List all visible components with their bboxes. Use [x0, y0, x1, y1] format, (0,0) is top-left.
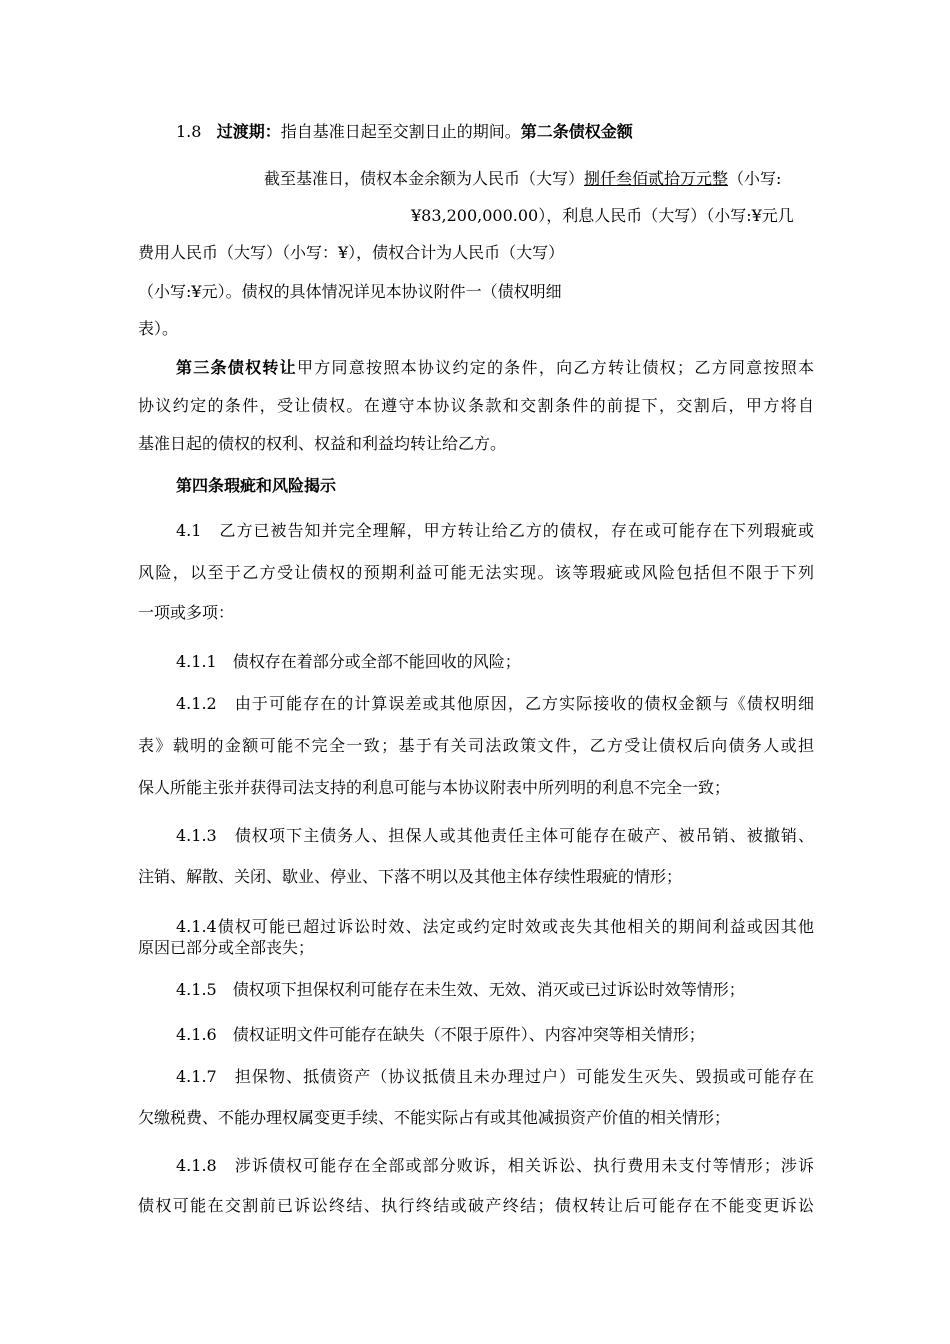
clause-4-1-line-3: 一项或多项：: [138, 603, 235, 622]
art2-text: （小写:: [728, 169, 782, 188]
art3-line-2: 协议约定的条件，受让债权。在遵守本协议条款和交割条件的前提下，交割后，甲方将自: [138, 396, 814, 415]
clause-4-1-5: 4.1.5 债权项下担保权利可能存在未生效、无效、消灭或已过诉讼时效等情形；: [176, 980, 745, 999]
clause-1-8: [176, 122, 633, 142]
art2-text: 截至基准日，债权本金余额为人民币（大写）: [264, 169, 585, 188]
clause-4-1-2-line-2: 表》载明的金额可能不完全一致；基于有关司法政策文件，乙方受让债权后向债务人或担: [138, 736, 814, 755]
clause-4-1-1: 4.1.1 债权存在着部分或全部不能回收的风险；: [176, 652, 521, 671]
article-2-heading: 第二条债权金额: [520, 122, 633, 141]
clause-4-1-6: 4.1.6 债权证明文件可能存在缺失（不限于原件）、内容冲突等相关情形；: [176, 1025, 705, 1044]
art3-line-1: [176, 358, 814, 378]
art2-line-1: [264, 169, 781, 189]
clause-4-1-line-1: 4.1 乙方已被告知并完全理解，甲方转让给乙方的债权，存在或可能存在下列瑕疵或: [176, 521, 814, 540]
clause-4-1-8-line-1: 4.1.8 涉诉债权可能存在全部或部分败诉，相关诉讼、执行费用未支付等情形；涉诉: [176, 1156, 814, 1175]
article-4-heading: 第四条瑕疵和风险揭示: [176, 476, 337, 495]
clause-4-1-2-line-1: 4.1.2 由于可能存在的计算误差或其他原因，乙方实际接收的债权金额与《债权明细: [176, 694, 814, 713]
clause-4-1-8-line-2: 债权可能在交割前已诉讼终结、执行终结或破产终结；债权转让后可能存在不能变更诉讼: [138, 1196, 814, 1215]
clause-4-1-4-line-1: 4.1.4债权可能已超过诉讼时效、法定或约定时效或丧失其他相关的期间利益或因其他: [176, 917, 814, 936]
art2-line-5: 表）。: [138, 319, 179, 338]
art3-text: 甲方同意按照本协议约定的条件，向乙方转让债权；乙方同意按照本: [296, 358, 814, 377]
clause-number: 1.8: [176, 122, 202, 141]
art2-line-3: 费用人民币（大写）（小写：¥），债权合计为人民币（大写）: [138, 243, 565, 262]
clause-4-1-2-line-3: 保人所能主张并获得司法支持的利息可能与本协议附表中所列明的利息不完全一致；: [138, 778, 731, 797]
art2-line-2: ¥83,200,000.00），利息人民币（大写）（小写:¥元几: [411, 206, 794, 225]
defined-term: 过渡期：: [216, 122, 281, 141]
clause-text: 指自基准日起至交割日止的期间。: [280, 122, 521, 141]
clause-4-1-7-line-1: 4.1.7 担保物、抵债资产（协议抵债且未办理过户）可能发生灭失、毁损或可能存在: [176, 1067, 814, 1086]
clause-4-1-7-line-2: 欠缴税费、不能办理权属变更手续、不能实际占有或其他减损资产价值的相关情形；: [138, 1108, 731, 1127]
principal-amount-words: 捌仟叁佰贰拾万元整: [584, 169, 729, 188]
clause-4-1-line-2: 风险，以至于乙方受让债权的预期利益可能无法实现。该等瑕疵或风险包括但不限于下列: [138, 563, 814, 582]
art2-line-4: （小写:¥元）。债权的具体情况详见本协议附件一（债权明细: [138, 282, 562, 301]
clause-4-1-4-line-2: 原因已部分或全部丧失；: [138, 938, 315, 957]
clause-4-1-3-line-1: 4.1.3 债权项下主债务人、担保人或其他责任主体可能存在破产、被吊销、被撤销、: [176, 826, 814, 845]
article-3-heading: 第三条债权转让: [176, 358, 297, 377]
art3-line-3: 基准日起的债权的权利、权益和利益均转让给乙方。: [138, 434, 507, 453]
clause-4-1-3-line-2: 注销、解散、关闭、歇业、停业、下落不明以及其他主体存续性瑕疵的情形；: [138, 867, 683, 886]
